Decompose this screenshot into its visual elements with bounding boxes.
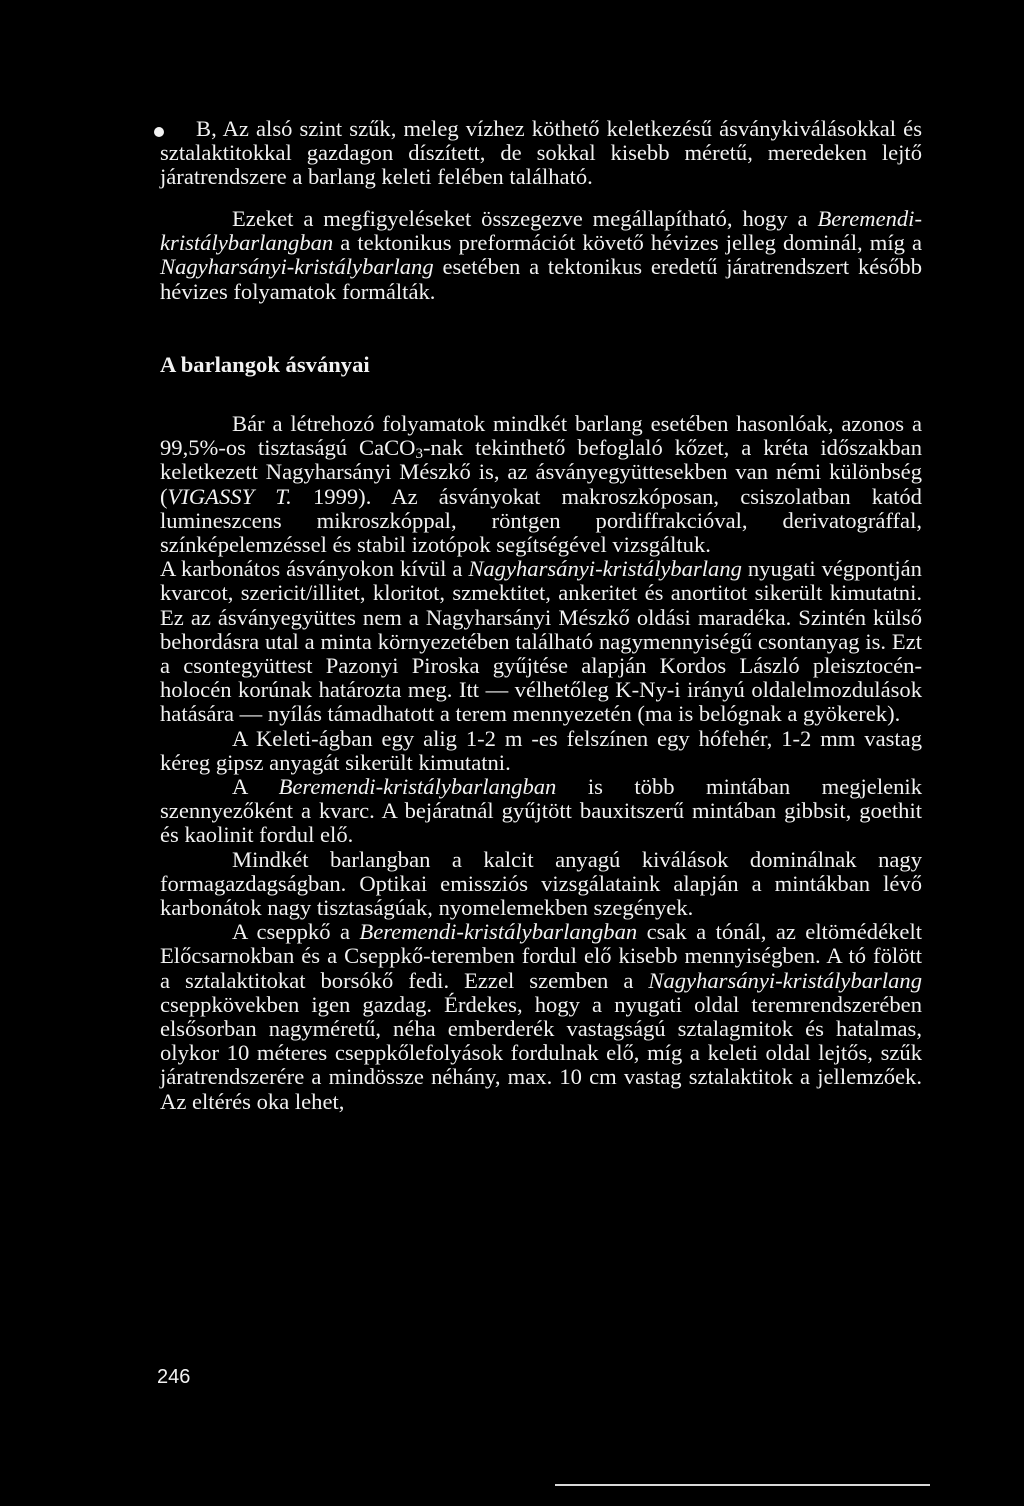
cave-name-beremend: Beremendi-kristálybarlangban bbox=[359, 919, 638, 945]
summary-text-1: Ezeket a megfigyeléseket összegezve megállapítható, hogy a bbox=[232, 206, 818, 231]
paragraph-4: A Beremendi-kristálybarlangban is több mintában megjelenik szennyezőként a kvarc. A bejáratnál gyűjtött bauxitszerű mintában gibbsit, goethit és kaolinit fordul elő. bbox=[160, 774, 922, 848]
cave-name-nagyharsany: Nagyharsányi-kristálybarlang bbox=[648, 967, 922, 993]
summary-paragraph bbox=[160, 207, 922, 304]
cave-name-beremend: Beremendi-kristálybarlangban bbox=[160, 206, 922, 256]
subscript-3: 3 bbox=[415, 446, 423, 463]
bullet-icon bbox=[154, 127, 164, 137]
paragraph-5: Mindkét barlangban a kalcit anyagú kiválások dominálnak nagy formagazdagságban. Optikai emissziós vizsgálataink alapján a mintákban lévő karbonátok nagy tisztaságúak, nyomelemekben szegények. bbox=[160, 846, 922, 921]
summary-text-3: esetében a tektonikus eredetű járatrendszert később hévizes folyamatok formálták. bbox=[160, 254, 922, 304]
cave-name-nagyharsany: Nagyharsányi-kristálybarlang bbox=[160, 254, 434, 280]
citation: VIGASSY T. bbox=[167, 483, 292, 509]
paragraph-2: A karbonátos ásványokon kívül a Nagyharsányi-kristálybarlang nyugati végpontján kvarcot, szericit/illitet, kloritot, szmektitet, ankeritet és anortitot sikerült kimutatni. Ez az ásványegyüttes nem a Nagyharsányi Mészkő oldási maradéka. Szintén külső behordásra utal a minta környezetében található nagymennyiségű csontanyag is. Ezt a csontegyüttest Pazonyi Piroska gyűjtése alapján Kordos László pleisztocén-holocén korúnak határozta meg. Itt — vélhetőleg K-Ny-i irányú oldalelmozdulások hatására — nyílás támadhatott a terem mennyezetén (ma is belógnak a gyökerek). bbox=[160, 556, 922, 727]
summary-text-2: a tektonikus preformációt követő hévizes jelleg dominál, míg a bbox=[333, 230, 922, 256]
bullet-paragraph bbox=[160, 117, 922, 190]
cave-name-beremend: Beremendi-kristálybarlangban bbox=[278, 774, 557, 800]
paragraph-6: A cseppkő a Beremendi-kristálybarlangban csak a tónál, az eltömédékelt Előcsarnokban és a Cseppkő-teremben fordul elő kisebb mennyiségben. A tó fölött a sztalaktitokat borsókő fedi. Ezzel szemben a Nagyharsányi-kristálybarlang cseppkövekben igen gazdag. Érdekes, hogy a nyugati oldal teremrendszerében elsősorban nagyméretű, néha emberderék vastagságú sztalagmitok és hatalmas, olykor 10 méteres cseppkőlefolyások fordulnak elő, míg a keleti oldal lejtős, szűk járatrendszerére a mindössze néhány, max. 10 cm vastag sztalaktitok a jellemzőek. Az eltérés oka lehet, bbox=[160, 919, 922, 1114]
footer-rule bbox=[555, 1484, 930, 1486]
page-number: 246 bbox=[157, 1366, 191, 1388]
cave-name-nagyharsany: Nagyharsányi-kristálybarlang bbox=[468, 556, 742, 582]
paragraph-3: A Keleti-ágban egy alig 1-2 m -es felszínen egy hófehér, 1-2 mm vastag kéreg gipsz anyagát sikerült kimutatni. bbox=[160, 725, 922, 775]
bullet-paragraph-text: B, Az alsó szint szűk, meleg vízhez köthető keletkezésű ásványkiválásokkal és sztalaktitokkal gazdagon díszített, de sokkal kisebb méretű, meredeken lejtő járatrendszere a barlang keleti felében található. bbox=[160, 116, 922, 190]
section-heading: A barlangok ásványai bbox=[160, 352, 370, 377]
section-body bbox=[160, 412, 922, 1114]
paragraph-1: Bár a létrehozó folyamatok mindkét barlang esetében hasonlóak, azonos a 99,5%-os tisztaságú CaCO$_3$-nak tekinthető befoglaló kőzet, a kréta időszakban keletkezett Nagyharsányi Mészkő is, az ásványegyüttesekben van némi különbség (VIGASSY T. 1999). Az ásványokat makroszkóposan, csiszolatban katód lumineszcens mikroszkóppal, röntgen pordiffrakcióval, derivatográffal, színképelemzéssel és stabil izotópok segítségével vizsgáltuk. bbox=[160, 411, 922, 558]
